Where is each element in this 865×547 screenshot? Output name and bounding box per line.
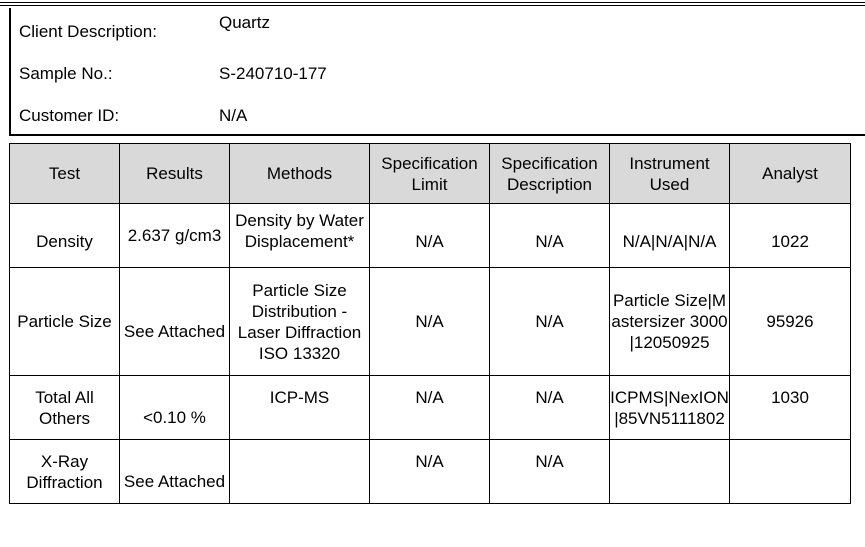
cell-analyst: 1022 <box>730 204 851 268</box>
table-row <box>10 268 851 376</box>
table-row <box>10 376 851 440</box>
cell-spec-description: N/A <box>490 440 610 504</box>
cell-spec-limit: N/A <box>370 204 490 268</box>
cell-result: 2.637 g/cm3 <box>120 204 230 268</box>
cell-instrument: N/A|N/A|N/A <box>610 204 730 268</box>
cell-method <box>230 440 370 504</box>
cell-instrument: ICPMS|NexION|85VN5111802 <box>610 376 730 440</box>
cell-method: ICP-MS <box>230 376 370 440</box>
top-rule-secondary <box>0 5 865 6</box>
cell-result: See Attached <box>120 440 230 504</box>
top-rule <box>0 2 865 3</box>
header-spec-description: Specification Description <box>490 144 610 204</box>
table-row <box>10 440 851 504</box>
cell-spec-description: N/A <box>490 268 610 376</box>
header-test: Test <box>10 144 120 204</box>
header-spec-limit: Specification Limit <box>370 144 490 204</box>
cell-spec-limit: N/A <box>370 376 490 440</box>
cell-spec-description: N/A <box>490 204 610 268</box>
header-results: Results <box>120 144 230 204</box>
cell-method: Particle Size Distribution - Laser Diffraction ISO 13320 <box>230 268 370 376</box>
cell-method: Density by Water Displacement* <box>230 204 370 268</box>
cell-instrument <box>610 440 730 504</box>
customer-id-label: Customer ID: <box>19 106 120 125</box>
client-description-label: Client Description: <box>19 22 157 41</box>
cell-analyst: 1030 <box>730 376 851 440</box>
cell-analyst: 95926 <box>730 268 851 376</box>
cell-spec-limit: N/A <box>370 440 490 504</box>
sample-number-label: Sample No.: <box>19 64 113 83</box>
cell-analyst <box>730 440 851 504</box>
header-analyst: Analyst <box>730 144 851 204</box>
cell-test: Total All Others <box>10 376 120 440</box>
table-row <box>10 204 851 268</box>
cell-spec-description: N/A <box>490 376 610 440</box>
header-methods: Methods <box>230 144 370 204</box>
cell-instrument: Particle Size|Mastersizer 3000|12050925 <box>610 268 730 376</box>
cell-spec-limit: N/A <box>370 268 490 376</box>
sample-number-value: S-240710-177 <box>219 64 327 83</box>
cell-result: <0.10 % <box>120 376 230 440</box>
client-description-value: Quartz <box>219 13 271 32</box>
header-instrument: Instrument Used <box>610 144 730 204</box>
cell-test: Particle Size <box>10 268 120 376</box>
table-header-row <box>10 144 851 204</box>
cell-test: X-Ray Diffraction <box>10 440 120 504</box>
cell-test: Density <box>10 204 120 268</box>
customer-id-value: N/A <box>219 106 248 125</box>
results-table <box>9 143 851 504</box>
cell-result: See Attached <box>120 268 230 376</box>
